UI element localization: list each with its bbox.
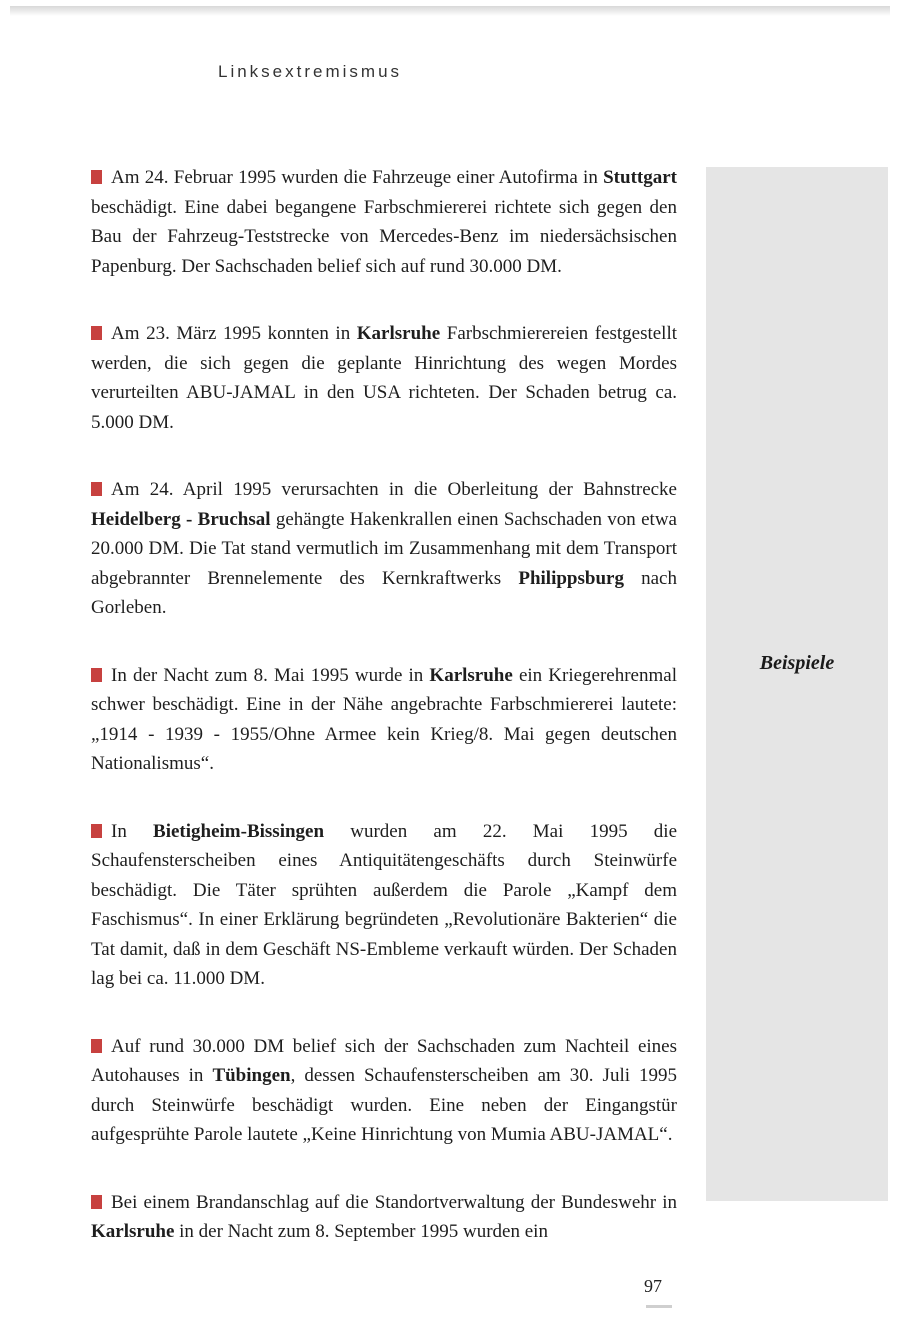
place-name: Bietigheim-Bissingen: [153, 820, 325, 842]
place-name: Tübingen: [212, 1065, 291, 1086]
page-number: 97: [644, 1276, 662, 1296]
place-name: Stuttgart: [603, 167, 677, 188]
running-head: Linksextremismus: [218, 62, 403, 81]
bullet-square-icon: [91, 668, 102, 682]
paragraph-4: In der Nacht zum 8. Mai 1995 wurde in Karlsruhe ein Kriegerehrenmal schwer beschädigt. Eine in der Nähe angebrachte Farbschmiererei lautete: „1914 - 1939 - 1955/Ohne Armee kein Krieg/8. Mai gegen deutschen Nationalismus“.: [91, 664, 677, 774]
paragraph-5: In Bietigheim-Bissingen wurden am 22. Mai 1995 die Schaufensterscheiben eines Antiquitätengeschäfts durch Steinwürfe beschädigt. Die Täter sprühten außerdem die Parole „Kampf dem Faschismus“. In einer Erklärung begründeten „Revolutionäre Bakterien“ die Tat damit, daß in dem Geschäft NS-Embleme verkauft würden. Der Schaden lag bei ca. 11.000 DM.: [91, 820, 678, 989]
paragraph-2: Am 23. März 1995 konnten in Karlsruhe Farbschmierereien festgestellt werden, die sich gegen die geplante Hinrichtung des wegen Mordes verurteilten ABU-JAMAL in den USA richteten. Der Schaden betrug ca. 5.000 DM.: [91, 323, 678, 433]
bullet-square-icon: [91, 1039, 102, 1053]
place-name: Karlsruhe: [356, 323, 441, 344]
bullet-square-icon: [91, 1195, 102, 1209]
place-name: Philippsburg: [518, 567, 624, 589]
page-number-underline: [646, 1305, 672, 1308]
bullet-square-icon: [91, 326, 102, 340]
body-text: [91, 163, 677, 1285]
paragraph-7: Bei einem Brandanschlag auf die Standortverwaltung der Bundeswehr in Karlsruhe in der Nacht zum 8. September 1995 wurden ein: [91, 1191, 677, 1242]
paragraph-1: Am 24. Februar 1995 wurden die Fahrzeuge einer Autofirma in Stuttgart beschädigt. Eine dabei begangene Farbschmiererei richtete sich gegen den Bau der Fahrzeug-Teststrecke von Mercedes-Benz im niedersächsischen Papenburg. Der Sachschaden belief sich auf rund 30.000 DM.: [91, 167, 677, 277]
bullet-square-icon: [91, 824, 102, 838]
place-name: Heidelberg - Bruchsal: [91, 508, 271, 530]
paragraph-6: Auf rund 30.000 DM belief sich der Sachschaden zum Nachteil eines Autohauses in Tübingen, dessen Schaufensterscheiben am 30. Juli 1995 durch Steinwürfe beschädigt wurden. Eine neben der Eingangstür aufgesprühte Parole lautete „Keine Hinrichtung von Mumia ABU-JAMAL“.: [91, 1035, 677, 1145]
paragraph-3: Am 24. April 1995 verursachten in die Oberleitung der Bahnstrecke Heidelberg - Bruchsal gehängte Hakenkrallen einen Sachschaden von etwa 20.000 DM. Die Tat stand vermutlich im Zusammenhang mit dem Transport abgebrannter Brennelemente des Kernkraftwerks Philippsburg nach Gorleben.: [91, 479, 677, 618]
margin-sidebar: [706, 167, 888, 1201]
bullet-square-icon: [91, 170, 102, 184]
place-name: Karlsruhe: [429, 664, 513, 686]
place-name: Karlsruhe: [91, 1221, 175, 1242]
top-scan-edge: [10, 6, 890, 16]
bullet-square-icon: [91, 482, 102, 496]
margin-label: Beispiele: [759, 652, 835, 674]
